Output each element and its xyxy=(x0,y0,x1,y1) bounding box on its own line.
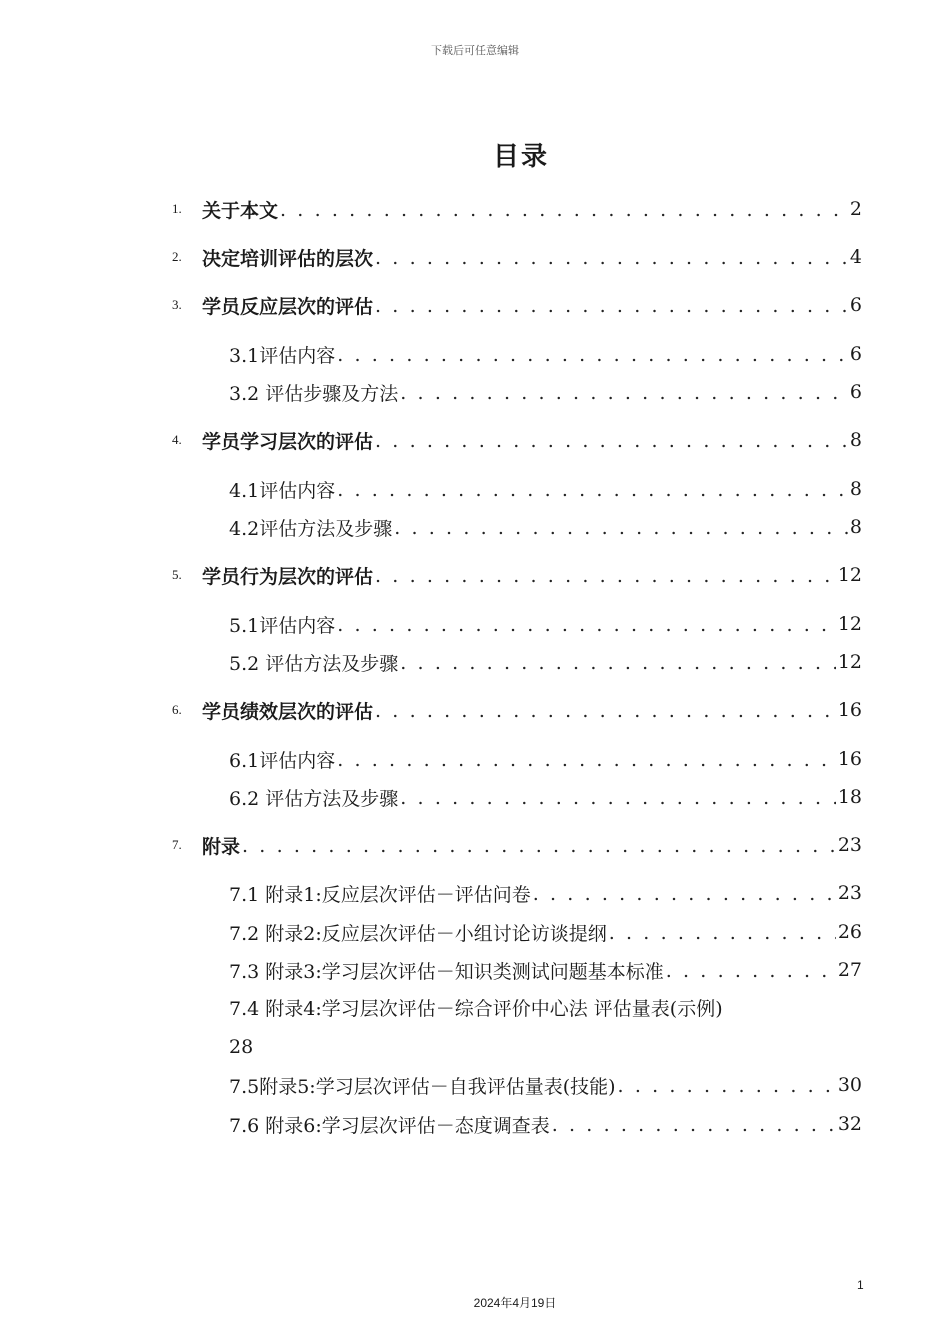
toc-entry[interactable] xyxy=(0,694,950,726)
toc-subentry-label: 6.2 评估方法及步骤 xyxy=(229,787,399,810)
toc-entry-page: 12 xyxy=(837,613,862,635)
toc-subentry[interactable] xyxy=(0,608,950,640)
toc-entry-page: 30 xyxy=(837,1074,862,1096)
toc-entry-page: 12 xyxy=(837,564,862,586)
toc-subentry[interactable] xyxy=(0,473,950,505)
toc-subentry-label: 7.1 附录1:反应层次评估－评估问卷 xyxy=(229,883,531,906)
toc-leader-dots xyxy=(400,787,836,809)
toc-leader-dots xyxy=(394,517,848,539)
toc-subentry-label: 3.1评估内容 xyxy=(229,344,336,367)
toc-entry-page: 28 xyxy=(229,1036,254,1058)
toc-subentry[interactable] xyxy=(0,781,950,813)
toc-entry-label: 附录 xyxy=(202,835,241,858)
footer-date: 2024年4月19日 xyxy=(473,1296,557,1310)
toc-entry-page: 6 xyxy=(849,343,862,365)
toc-entry-page: 8 xyxy=(849,429,862,451)
toc-leader-dots xyxy=(337,479,848,501)
toc-leader-dots xyxy=(375,565,836,587)
toc-entry-page: 8 xyxy=(849,478,862,500)
toc-entry-number: 6. xyxy=(172,702,182,717)
toc-entry-page: 26 xyxy=(837,921,862,943)
toc-subentry-label: 4.1评估内容 xyxy=(229,479,336,502)
toc-entry-page: 16 xyxy=(837,699,862,721)
toc-entry-page: 8 xyxy=(849,516,862,538)
toc-subentry-label: 7.2 附录2:反应层次评估－小组讨论访谈提纲 xyxy=(229,922,607,945)
toc-entry-page: 32 xyxy=(837,1113,862,1135)
toc-leader-dots xyxy=(280,199,848,221)
toc-subentry[interactable] xyxy=(0,954,950,986)
toc-subentry[interactable] xyxy=(0,916,950,948)
toc-entry-page: 4 xyxy=(849,246,862,268)
toc-subentry[interactable] xyxy=(0,877,950,909)
header-note: 下载后可任意编辑 xyxy=(431,44,519,57)
toc-leader-dots xyxy=(375,247,848,269)
toc-entry[interactable] xyxy=(0,559,950,591)
toc-entry[interactable] xyxy=(0,241,950,273)
toc-subentry-label: 7.5附录5:学习层次评估－自我评估量表(技能) xyxy=(229,1075,616,1098)
toc-entry-number: 5. xyxy=(172,567,182,582)
toc-leader-dots xyxy=(618,1075,836,1097)
toc-subentry[interactable] xyxy=(0,743,950,775)
toc-subentry-label: 5.1评估内容 xyxy=(229,614,336,637)
toc-subentry-label: 3.2 评估步骤及方法 xyxy=(229,382,399,405)
toc-entry-label: 关于本文 xyxy=(202,199,279,222)
toc-subentry-label: 7.4 附录4:学习层次评估－综合评价中心法 评估量表(示例) xyxy=(229,998,723,1020)
toc-leader-dots xyxy=(609,922,836,944)
toc-entry-label: 学员学习层次的评估 xyxy=(202,430,374,453)
toc-leader-dots xyxy=(375,700,836,722)
toc-subentry[interactable] xyxy=(0,1069,950,1101)
toc-entry-number: 4. xyxy=(172,432,182,447)
toc-entry-number: 3. xyxy=(172,297,182,312)
toc-subentry[interactable] xyxy=(0,376,950,408)
toc-leader-dots xyxy=(337,614,836,636)
toc-entry[interactable] xyxy=(0,424,950,456)
toc-subentry-label: 5.2 评估方法及步骤 xyxy=(229,652,399,675)
toc-entry-number: 2. xyxy=(172,249,182,264)
toc-subentry[interactable] xyxy=(229,990,869,1066)
toc-entry[interactable] xyxy=(0,829,950,861)
toc-entry[interactable] xyxy=(0,289,950,321)
toc-leader-dots xyxy=(400,652,836,674)
toc-entry-number: 7. xyxy=(172,837,182,852)
toc-entry-label: 学员行为层次的评估 xyxy=(202,565,374,588)
toc-entry-page: 23 xyxy=(837,882,862,904)
toc-entry-label: 决定培训评估的层次 xyxy=(202,247,374,270)
toc-leader-dots xyxy=(375,430,848,452)
toc-entry[interactable] xyxy=(0,193,950,225)
toc-entry-page: 12 xyxy=(837,651,862,673)
toc-entry-page: 23 xyxy=(837,834,862,856)
toc-subentry[interactable] xyxy=(0,646,950,678)
toc-entry-label: 学员绩效层次的评估 xyxy=(202,700,374,723)
toc-entry-page: 18 xyxy=(837,786,862,808)
toc-leader-dots xyxy=(666,960,836,982)
toc-subentry[interactable] xyxy=(0,338,950,370)
toc-leader-dots xyxy=(552,1114,836,1136)
toc-leader-dots xyxy=(375,295,848,317)
toc-subentry-label: 4.2评估方法及步骤 xyxy=(229,517,393,540)
toc-leader-dots xyxy=(337,344,848,366)
toc-subentry-label: 6.1评估内容 xyxy=(229,749,336,772)
toc-entry-label: 学员反应层次的评估 xyxy=(202,295,374,318)
toc-leader-dots xyxy=(337,749,836,771)
toc-entry-number: 1. xyxy=(172,201,182,216)
toc-subentry-label: 7.6 附录6:学习层次评估－态度调查表 xyxy=(229,1114,550,1137)
toc-entry-page: 2 xyxy=(849,198,862,220)
toc-subentry[interactable] xyxy=(0,1108,950,1140)
toc-entry-page: 6 xyxy=(849,381,862,403)
toc-entry-page: 6 xyxy=(849,294,862,316)
toc-subentry[interactable] xyxy=(0,511,950,543)
toc-leader-dots xyxy=(533,883,836,905)
toc-leader-dots xyxy=(400,382,848,404)
toc-subentry-label: 7.3 附录3:学习层次评估－知识类测试问题基本标准 xyxy=(229,960,664,983)
toc-entry-page: 27 xyxy=(837,959,862,981)
toc-leader-dots xyxy=(242,835,836,857)
toc-title: 目录 xyxy=(492,142,549,172)
toc-entry-page: 16 xyxy=(837,748,862,770)
page-number: 1 xyxy=(857,1278,864,1292)
